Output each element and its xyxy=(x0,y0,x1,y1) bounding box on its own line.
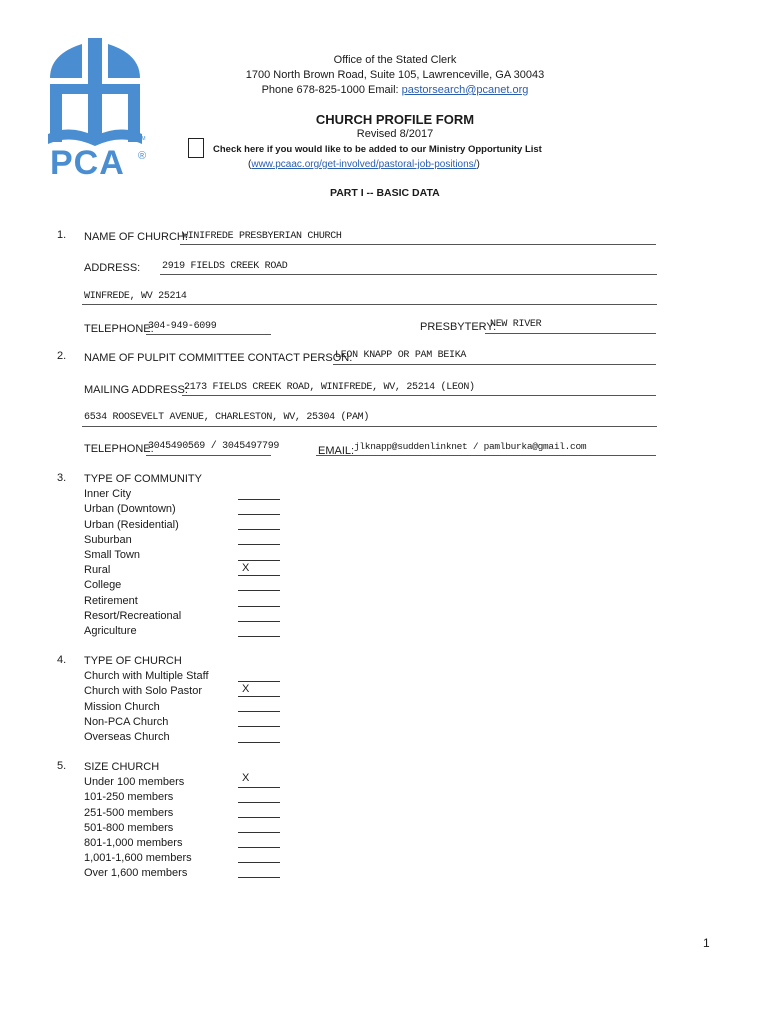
church-size-under-100-mark: X xyxy=(242,772,250,784)
logo-registered-mark: ® xyxy=(138,150,147,162)
ministry-list-link-wrap: (www.pcaac.org/get-involved/pastoral-job-positions/) xyxy=(248,159,480,170)
presbytery-label: PRESBYTERY: xyxy=(420,321,497,333)
contact-person-line xyxy=(333,364,656,365)
pca-cross-book-icon xyxy=(40,36,150,151)
telephone-label: TELEPHONE: xyxy=(84,323,154,335)
address-value[interactable]: 2919 FIELDS CREEK ROAD xyxy=(162,261,288,272)
church-type-blank[interactable] xyxy=(238,711,280,712)
church-type-blank[interactable] xyxy=(238,742,280,743)
community-blank[interactable] xyxy=(238,499,280,500)
telephone-line xyxy=(146,334,271,335)
church-size-blank[interactable] xyxy=(238,802,280,803)
community-blank[interactable] xyxy=(238,606,280,607)
ministry-list-link[interactable]: www.pcaac.org/get-involved/pastoral-job-positions/ xyxy=(251,159,477,170)
church-size-list xyxy=(84,760,192,882)
community-blank[interactable] xyxy=(238,529,280,530)
church-size-under-100: Under 100 members xyxy=(84,776,185,789)
office-title: Office of the Stated Clerk xyxy=(333,54,457,66)
community-blank-rural[interactable] xyxy=(238,575,280,576)
form-title: CHURCH PROFILE FORM xyxy=(315,112,475,127)
church-name-value[interactable]: WINIFREDE PRESBYERIAN CHURCH xyxy=(182,231,342,242)
logo-sm-mark: SM xyxy=(138,136,146,142)
community-option-suburban: Suburban xyxy=(84,533,132,546)
presbytery-line xyxy=(485,333,656,334)
mailing-address-value[interactable]: 2173 FIELDS CREEK ROAD, WINIFREDE, WV, 25214 (LEON) xyxy=(184,382,475,393)
church-size-blank[interactable] xyxy=(238,832,280,833)
section-3-number: 3. xyxy=(57,472,67,484)
church-type-solo-pastor: Church with Solo Pastor xyxy=(84,685,202,698)
contact-email-label: EMAIL: xyxy=(318,445,355,457)
telephone-value[interactable]: 304-949-6099 xyxy=(148,321,217,332)
church-name-label: NAME OF CHURCH: xyxy=(84,231,188,243)
community-option-agriculture: Agriculture xyxy=(84,625,137,638)
office-phone: Phone 678-825-1000 Email: xyxy=(261,84,402,96)
contact-email-line xyxy=(316,455,656,456)
contact-person-label: NAME OF PULPIT COMMITTEE CONTACT PERSON: xyxy=(84,352,353,364)
community-list xyxy=(84,472,202,639)
community-blank[interactable] xyxy=(238,544,280,545)
pca-logo xyxy=(40,36,150,186)
community-blank[interactable] xyxy=(238,514,280,515)
community-option-inner-city: Inner City xyxy=(84,488,132,501)
presbytery-value[interactable]: NEW RIVER xyxy=(490,319,542,330)
mailing-address-line xyxy=(182,395,656,396)
church-type-overseas: Overseas Church xyxy=(84,731,170,744)
mailing-address-value-2[interactable]: 6534 ROOSEVELT AVENUE, CHARLESTON, WV, 25304 (PAM) xyxy=(84,412,370,423)
section-1-number: 1. xyxy=(57,229,67,241)
office-email-link[interactable]: pastorsearch@pcanet.org xyxy=(401,84,529,96)
church-size-251-500: 251-500 members xyxy=(84,806,174,819)
city-value[interactable]: WINFREDE, WV 25214 xyxy=(84,291,187,302)
page-number: 1 xyxy=(703,936,710,950)
church-size-blank-under-100[interactable] xyxy=(238,787,280,788)
mailing-address-label: MAILING ADDRESS: xyxy=(84,384,188,396)
contact-telephone-value[interactable]: 3045490569 / 3045497799 xyxy=(148,441,280,452)
church-type-blank[interactable] xyxy=(238,726,280,727)
community-blank[interactable] xyxy=(238,621,280,622)
church-type-solo-mark: X xyxy=(242,683,250,695)
office-contact xyxy=(195,84,595,96)
church-type-non-pca: Non-PCA Church xyxy=(84,715,169,728)
contact-email-value[interactable]: jlknapp@suddenlinknet / pamlburka@gmail.com xyxy=(354,441,587,452)
church-type-blank[interactable] xyxy=(238,681,280,682)
church-size-blank[interactable] xyxy=(238,847,280,848)
contact-telephone-line xyxy=(146,455,271,456)
section-5-number: 5. xyxy=(57,760,67,772)
community-option-rural: Rural xyxy=(84,564,111,577)
community-option-urban-downtown: Urban (Downtown) xyxy=(84,503,176,516)
church-size-blank[interactable] xyxy=(238,817,280,818)
church-size-801-1000: 801-1,000 members xyxy=(84,837,183,850)
office-address: 1700 North Brown Road, Suite 105, Lawrenceville, GA 30043 xyxy=(245,69,545,81)
contact-telephone-label: TELEPHONE: xyxy=(84,443,154,455)
community-option-resort: Resort/Recreational xyxy=(84,609,182,622)
mailing-address-line-2 xyxy=(82,426,657,427)
church-type-multiple-staff: Church with Multiple Staff xyxy=(84,670,209,683)
community-blank[interactable] xyxy=(238,636,280,637)
ministry-list-checkbox[interactable] xyxy=(188,138,204,158)
church-size-1001-1600: 1,001-1,600 members xyxy=(84,852,192,865)
address-line xyxy=(160,274,657,275)
church-size-over-1600: Over 1,600 members xyxy=(84,867,188,880)
community-blank[interactable] xyxy=(238,590,280,591)
church-size-title: SIZE CHURCH xyxy=(84,761,160,773)
community-blank[interactable] xyxy=(238,560,280,561)
community-rural-mark: X xyxy=(242,562,250,574)
church-size-501-800: 501-800 members xyxy=(84,821,174,834)
community-option-college: College xyxy=(84,579,122,592)
address-label: ADDRESS: xyxy=(84,262,141,274)
section-4-number: 4. xyxy=(57,654,67,666)
church-type-mission: Mission Church xyxy=(84,700,160,713)
community-option-small-town: Small Town xyxy=(84,549,141,562)
church-size-blank[interactable] xyxy=(238,862,280,863)
part-heading: PART I -- BASIC DATA xyxy=(330,187,440,199)
church-type-list xyxy=(84,654,209,745)
city-line xyxy=(82,304,657,305)
church-type-blank-solo[interactable] xyxy=(238,696,280,697)
form-revised: Revised 8/2017 xyxy=(356,128,434,140)
community-option-urban-residential: Urban (Residential) xyxy=(84,518,179,531)
church-size-blank[interactable] xyxy=(238,877,280,878)
section-2-number: 2. xyxy=(57,350,67,362)
ministry-list-text: Check here if you would like to be added to our Ministry Opportunity List xyxy=(213,144,542,155)
church-type-title: TYPE OF CHURCH xyxy=(84,655,182,667)
community-title: TYPE OF COMMUNITY xyxy=(84,473,202,485)
church-size-101-250: 101-250 members xyxy=(84,791,174,804)
contact-person-value[interactable]: LEON KNAPP OR PAM BEIKA xyxy=(335,350,467,361)
logo-text: PCA xyxy=(50,144,125,182)
church-name-line xyxy=(180,244,656,245)
community-option-retirement: Retirement xyxy=(84,594,138,607)
